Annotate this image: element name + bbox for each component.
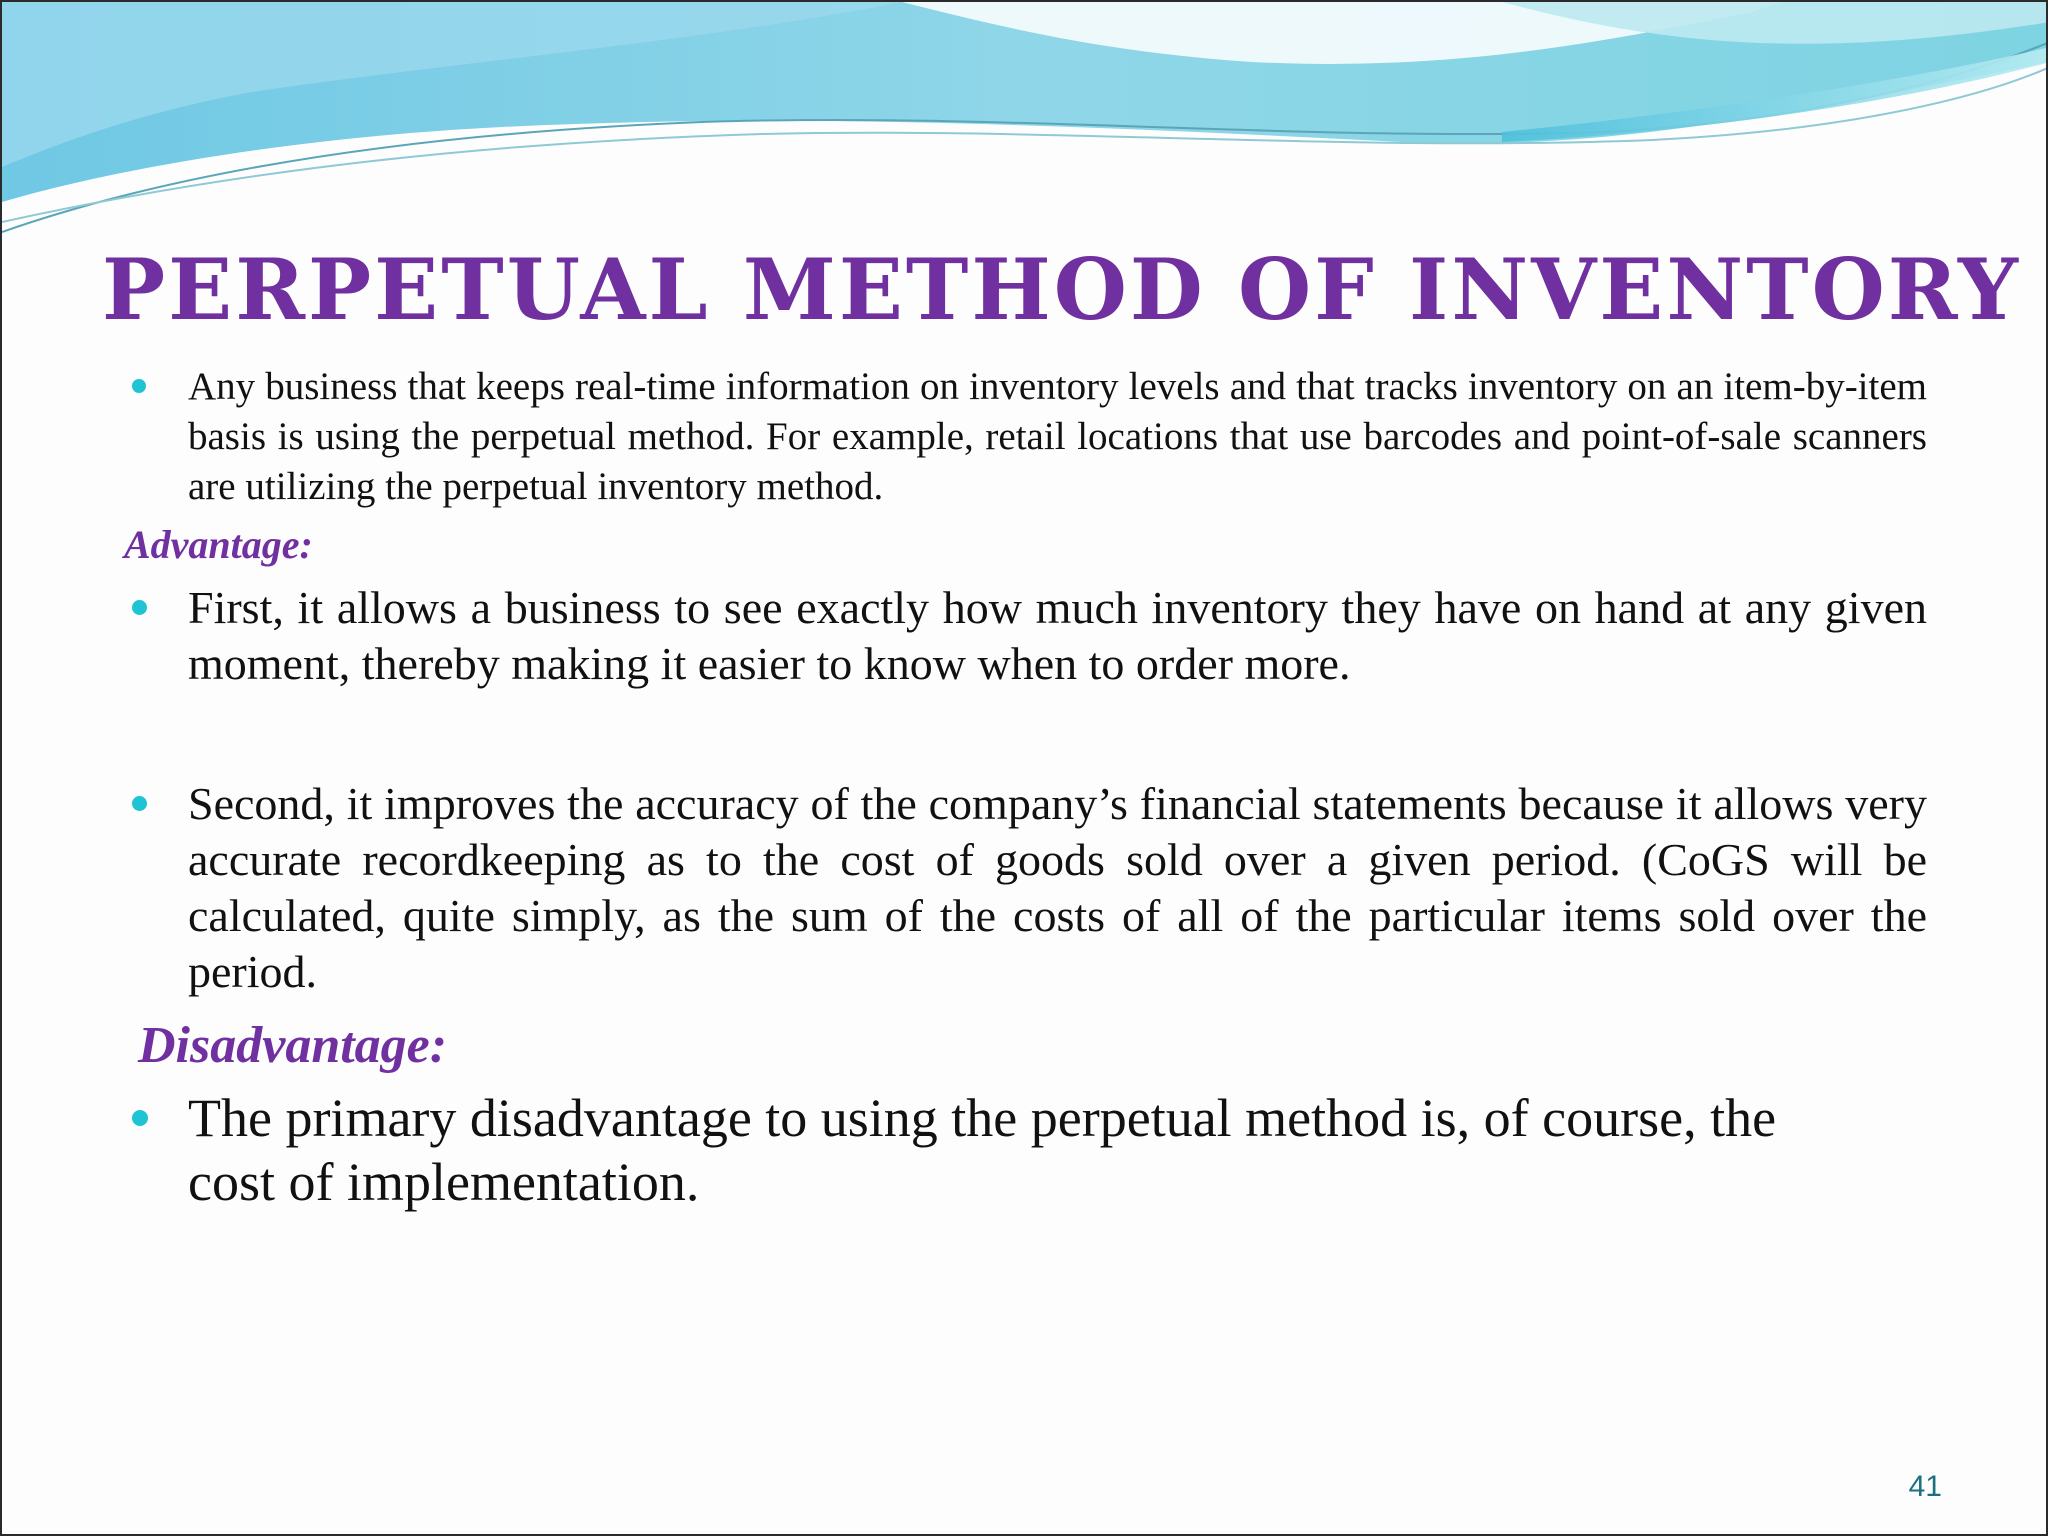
intro-bullet (122, 362, 1927, 512)
disadvantage-bullet (122, 1086, 1927, 1214)
bullet-icon (132, 600, 147, 615)
page-number: 41 (1908, 1470, 1942, 1503)
intro-bullet-text: Any business that keeps real-time information on inventory levels and that tracks inventory on an item-by-item basis is using the perpetual method. For example, retail locations that use barcodes and point-of-sale scanners are utilizing the perpetual inventory method. (188, 365, 1927, 508)
bullet-icon (132, 1110, 148, 1126)
advantage-heading: Advantage: (124, 522, 313, 567)
slide-title: PERPETUAL METHOD OF INVENTORY (102, 240, 2021, 339)
header-wave-decoration (2, 2, 2048, 262)
disadvantage-bullet-text: The primary disadvantage to using the perpetual method is, of course, the cost of implementation. (188, 1088, 1777, 1212)
advantage-bullet-2 (122, 776, 1927, 1000)
advantage-bullet-1 (122, 580, 1927, 692)
advantage-bullet-2-text: Second, it improves the accuracy of the company’s financial statements because it allows very accurate recordkeeping as to the cost of goods sold over a given period. (CoGS will be calculated, quite simply, as the sum of the costs of all of the particular items sold over the period. (188, 778, 1927, 997)
bullet-icon (132, 796, 147, 811)
bullet-icon (132, 379, 146, 393)
slide-content (122, 362, 1927, 1214)
advantage-bullet-1-text: First, it allows a business to see exactly how much inventory they have on hand at any given moment, thereby making it easier to know when to order more. (188, 582, 1927, 689)
disadvantage-heading: Disadvantage: (138, 1017, 448, 1074)
